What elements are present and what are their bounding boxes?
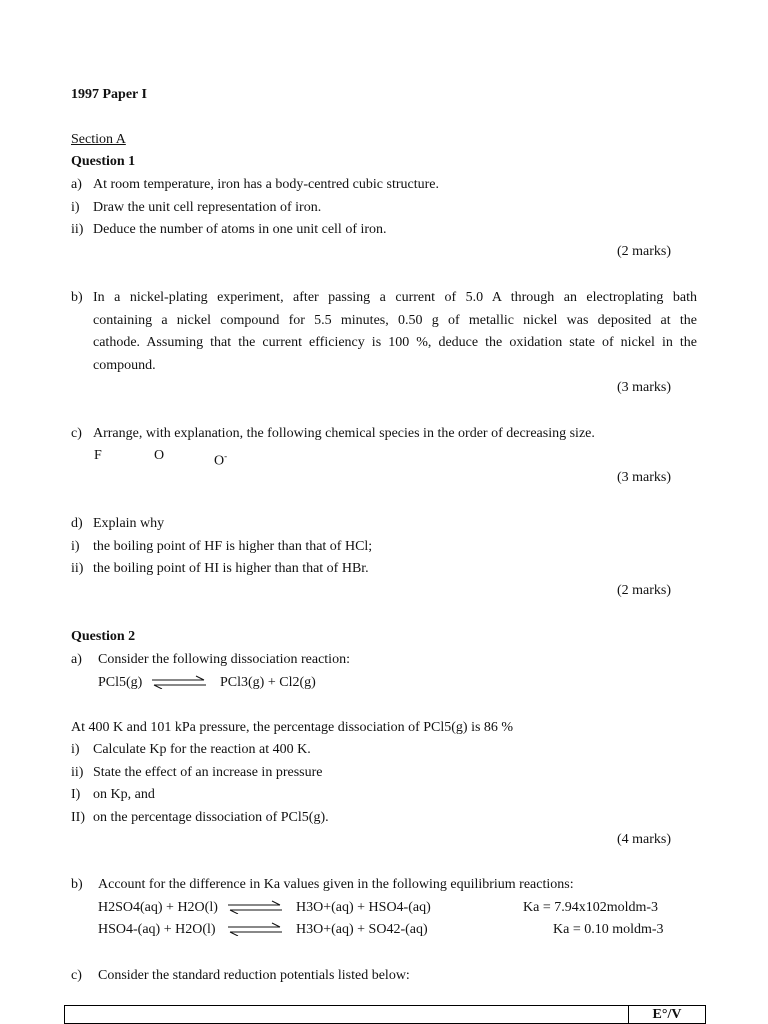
q1-dii-text: the boiling point of HI is higher than that of HBr. bbox=[93, 561, 369, 576]
q2-I-text: on Kp, and bbox=[93, 787, 155, 802]
q1-dii-label: ii) bbox=[71, 561, 84, 576]
q1-di-label: i) bbox=[71, 539, 80, 554]
equilibrium-arrow-icon bbox=[228, 922, 284, 936]
q1-ai-text: Draw the unit cell representation of iron. bbox=[93, 200, 322, 215]
species-o-ion: O- bbox=[214, 451, 228, 469]
q1-a-label: a) bbox=[71, 177, 82, 192]
reaction-2-ka: Ka = 0.10 moldm-3 bbox=[553, 922, 664, 937]
q2-b-label: b) bbox=[71, 877, 83, 892]
q1-c-label: c) bbox=[71, 426, 82, 441]
q1-b-line-3: cathode. Assuming that the current efficiency is 100 %, deduce the oxidation state of nickel in the bbox=[93, 335, 697, 350]
q1-a-marks: (2 marks) bbox=[616, 244, 671, 259]
q1-b-marks: (3 marks) bbox=[616, 380, 671, 395]
reaction-2-left: HSO4-(aq) + H2O(l) bbox=[98, 922, 216, 937]
q1-c-text: Arrange, with explanation, the following chemical species in the order of decreasing size. bbox=[93, 426, 595, 441]
equation-left: PCl5(g) bbox=[98, 675, 143, 690]
q2-i-label: i) bbox=[71, 742, 80, 757]
q2-i-text: Calculate Kp for the reaction at 400 K. bbox=[93, 742, 311, 757]
table-cell-species bbox=[65, 1006, 629, 1024]
question-2-title: Question 2 bbox=[71, 629, 136, 644]
paper-title: 1997 Paper I bbox=[71, 87, 147, 102]
q2-a-marks: (4 marks) bbox=[616, 832, 671, 847]
q1-ai-label: i) bbox=[71, 200, 80, 215]
q1-aii-label: ii) bbox=[71, 222, 84, 237]
q1-d-label: d) bbox=[71, 516, 83, 531]
equilibrium-arrow-icon bbox=[228, 900, 284, 914]
question-1-title: Question 1 bbox=[71, 154, 136, 169]
q1-di-text: the boiling point of HF is higher than that of HCl; bbox=[93, 539, 373, 554]
equation-right: PCl3(g) + Cl2(g) bbox=[220, 675, 316, 690]
q2-ii-label: ii) bbox=[71, 765, 84, 780]
q1-a-text: At room temperature, iron has a body-centred cubic structure. bbox=[93, 177, 439, 192]
q2-ii-text: State the effect of an increase in pressure bbox=[93, 765, 323, 780]
q1-aii-text: Deduce the number of atoms in one unit cell of iron. bbox=[93, 222, 387, 237]
reaction-2-right: H3O+(aq) + SO42-(aq) bbox=[296, 922, 428, 937]
q1-b-label: b) bbox=[71, 290, 83, 305]
q2-II-text: on the percentage dissociation of PCl5(g). bbox=[93, 810, 329, 825]
q2-a-label: a) bbox=[71, 652, 82, 667]
q2-I-label: I) bbox=[71, 787, 81, 802]
reaction-1-left: H2SO4(aq) + H2O(l) bbox=[98, 900, 218, 915]
q2-II-label: II) bbox=[71, 810, 85, 825]
reaction-1-ka: Ka = 7.94x102moldm-3 bbox=[523, 900, 659, 915]
q2-condition: At 400 K and 101 kPa pressure, the percentage dissociation of PCl5(g) is 86 % bbox=[71, 720, 514, 735]
q2-c-label: c) bbox=[71, 968, 82, 983]
q1-d-text: Explain why bbox=[93, 516, 165, 531]
reaction-1-right: H3O+(aq) + HSO4-(aq) bbox=[296, 900, 431, 915]
species-f: F bbox=[94, 448, 102, 463]
q1-c-marks: (3 marks) bbox=[616, 470, 671, 485]
species-o: O bbox=[154, 448, 165, 463]
q1-b-line-1: In a nickel-plating experiment, after passing a current of 5.0 A through an electroplating bath bbox=[93, 290, 697, 305]
q1-d-marks: (2 marks) bbox=[616, 583, 671, 598]
section-heading: Section A bbox=[71, 132, 126, 147]
q2-a-text: Consider the following dissociation reaction: bbox=[98, 652, 350, 667]
reduction-potential-table bbox=[64, 1005, 706, 1024]
q1-b-line-4: compound. bbox=[93, 358, 156, 373]
q2-b-text: Account for the difference in Ka values given in the following equilibrium reactions: bbox=[98, 877, 574, 892]
table-header-e-standard: E°/V bbox=[629, 1006, 706, 1024]
equilibrium-arrow-icon bbox=[152, 675, 208, 689]
table-row bbox=[65, 1006, 706, 1024]
q2-c-text: Consider the standard reduction potentials listed below: bbox=[98, 968, 410, 983]
q1-b-line-2: containing a nickel compound for 5.5 minutes, 0.50 g of metallic nickel was deposited at the bbox=[93, 313, 697, 328]
